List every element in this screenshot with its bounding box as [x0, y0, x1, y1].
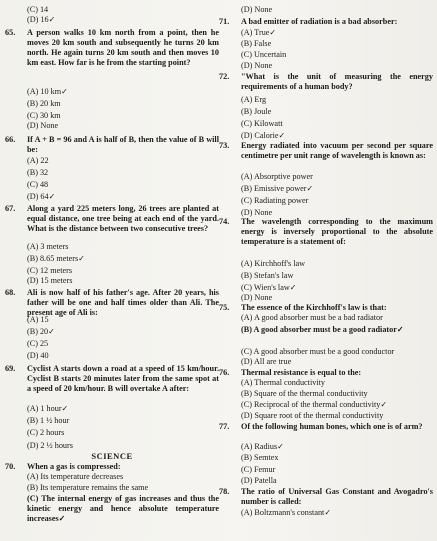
- question-text: A bad emitter of radiation is a bad absorber:: [241, 17, 398, 26]
- answer-option: (D) None: [27, 121, 59, 130]
- answer-option: (D) 15 meters: [27, 276, 73, 285]
- question-number: 76.: [219, 368, 230, 377]
- answer-option: (B) Its temperature remains the same: [27, 483, 149, 492]
- answer-option: (B) Joule: [241, 107, 272, 116]
- answer-option: (C) Kilowatt: [241, 119, 283, 128]
- question-number: 77.: [219, 422, 230, 431]
- answer-option: (C) 48: [27, 180, 49, 189]
- question-number: 71.: [219, 17, 230, 26]
- question-text: "What is the unit of measuring the energy requirements of a human body?: [241, 72, 433, 91]
- answer-option: (C) 12 meters: [27, 266, 73, 275]
- question-text: Of the following human bones, which one is of arm?: [241, 422, 423, 431]
- section-heading-science: SCIENCE: [91, 451, 133, 461]
- answer-option: (B) A good absorber must be a good radiator✓: [241, 325, 404, 334]
- question-number: 65.: [5, 28, 16, 37]
- answer-option: (A) Kirchhoff's law: [241, 259, 306, 268]
- answer-option: (A) Erg: [241, 95, 267, 104]
- answer-option: (B) 32: [27, 168, 49, 177]
- left-carryover-option: (D) 16✓: [27, 15, 56, 24]
- question-number: 69.: [5, 364, 16, 373]
- answer-option: (A) 3 meters: [27, 242, 69, 251]
- answer-option: (A) Its temperature decreases: [27, 472, 124, 481]
- question-text: When a gas is compressed:: [27, 462, 121, 471]
- answer-option: (B) 1 ½ hour: [27, 416, 70, 425]
- question-text: Ali is now half of his father's age. After 20 years, his father will be one and half times older than Ali. The present age of Ali is:: [27, 288, 219, 317]
- question-text: If A + B = 96 and A is half of B, then the value of B will be:: [27, 135, 219, 154]
- answer-option: (D) None: [241, 293, 273, 302]
- answer-option: (C) The internal energy of gas increases and thus the kinetic energy and hence absolute temperature increases✓: [27, 494, 219, 523]
- question-number: 66.: [5, 135, 16, 144]
- answer-option: (D) None: [241, 208, 273, 217]
- answer-option: (A) Thermal conductivity: [241, 378, 325, 387]
- answer-option: (C) 2 hours: [27, 428, 65, 437]
- right-carryover-option: (D) None: [241, 5, 273, 14]
- answer-option: (B) 8.65 meters✓: [27, 254, 86, 263]
- answer-option: (B) Stefan's law: [241, 271, 294, 280]
- answer-option: (B) False: [241, 39, 272, 48]
- question-text: The ratio of Universal Gas Constant and Avogadro's number is called:: [241, 487, 433, 506]
- question-number: 70.: [5, 462, 16, 471]
- question-text: Along a yard 225 meters long, 26 trees are planted at equal distance, one tree being at each end of the yard. What is the distance between two consecutive trees?: [27, 204, 219, 233]
- answer-option: (A) 1 hour✓: [27, 404, 69, 413]
- question-text: Thermal resistance is equal to the:: [241, 368, 362, 377]
- question-number: 75.: [219, 303, 230, 312]
- answer-option: (B) 20✓: [27, 327, 56, 336]
- answer-option: (C) 25: [27, 339, 49, 348]
- answer-option: (A) 10 km✓: [27, 87, 68, 96]
- answer-option: (B) Semtex: [241, 453, 279, 462]
- answer-option: (C) Radiating power: [241, 196, 309, 205]
- answer-option: (D) None: [241, 61, 273, 70]
- question-text: The wavelength corresponding to the maximum energy is inversely proportional to the absolute temperature is a statement of:: [241, 217, 433, 246]
- answer-option: (D) 2 ½ hours: [27, 441, 73, 450]
- answer-option: (B) Emissive power✓: [241, 184, 314, 193]
- answer-option: (D) All are true: [241, 357, 292, 366]
- answer-option: (A) Radius✓: [241, 442, 285, 451]
- answer-option: (D) Square root of the thermal conductivity: [241, 411, 384, 420]
- left-carryover-option: (C) 14: [27, 5, 49, 14]
- answer-option: (A) True✓: [241, 28, 277, 37]
- question-text: The essence of the Kirchhoff's law is that:: [241, 303, 387, 312]
- answer-option: (C) 30 km: [27, 111, 61, 120]
- answer-option: (B) Square of the thermal conductivity: [241, 389, 368, 398]
- question-number: 73.: [219, 141, 230, 150]
- answer-option: (D) 64✓: [27, 192, 56, 201]
- answer-option: (D) 40: [27, 351, 49, 360]
- answer-option: (A) Absorptive power: [241, 172, 313, 181]
- answer-option: (C) A good absorber must be a good conductor: [241, 347, 395, 356]
- answer-option: (B) 20 km: [27, 99, 61, 108]
- answer-option: (C) Uncertain: [241, 50, 287, 59]
- answer-option: (A) Boltzmann's constant✓: [241, 508, 332, 517]
- question-number: 67.: [5, 204, 16, 213]
- answer-option: (C) Femur: [241, 465, 276, 474]
- answer-option: (D) Calorie✓: [241, 131, 286, 140]
- question-number: 68.: [5, 288, 16, 297]
- question-number: 78.: [219, 487, 230, 496]
- question-text: Energy radiated into vacuum per second per square centimetre per unit range of wavelength is known as:: [241, 141, 433, 160]
- answer-option: (C) Wien's law✓: [241, 283, 297, 292]
- answer-option: (A) 22: [27, 156, 49, 165]
- answer-option: (D) Patella: [241, 476, 277, 485]
- question-text: Cyclist A starts down a road at a speed of 15 km/hour. Cyclist B starts 20 minutes later from the same spot at a speed of 20 km/hour. B will overtake A after:: [27, 364, 219, 393]
- question-number: 74.: [219, 217, 230, 226]
- answer-option: (A) 15: [27, 315, 49, 324]
- question-number: 72.: [219, 72, 230, 81]
- answer-option: (C) Reciprocal of the thermal conductivity✓: [241, 400, 388, 409]
- answer-option: (A) A good absorber must be a bad radiator: [241, 313, 383, 322]
- question-text: A person walks 10 km north from a point, then he moves 20 km south and subsequently he turns 20 km north. He again turns 20 km south and then moves 10 km east. How far is he from the starting point?: [27, 28, 219, 67]
